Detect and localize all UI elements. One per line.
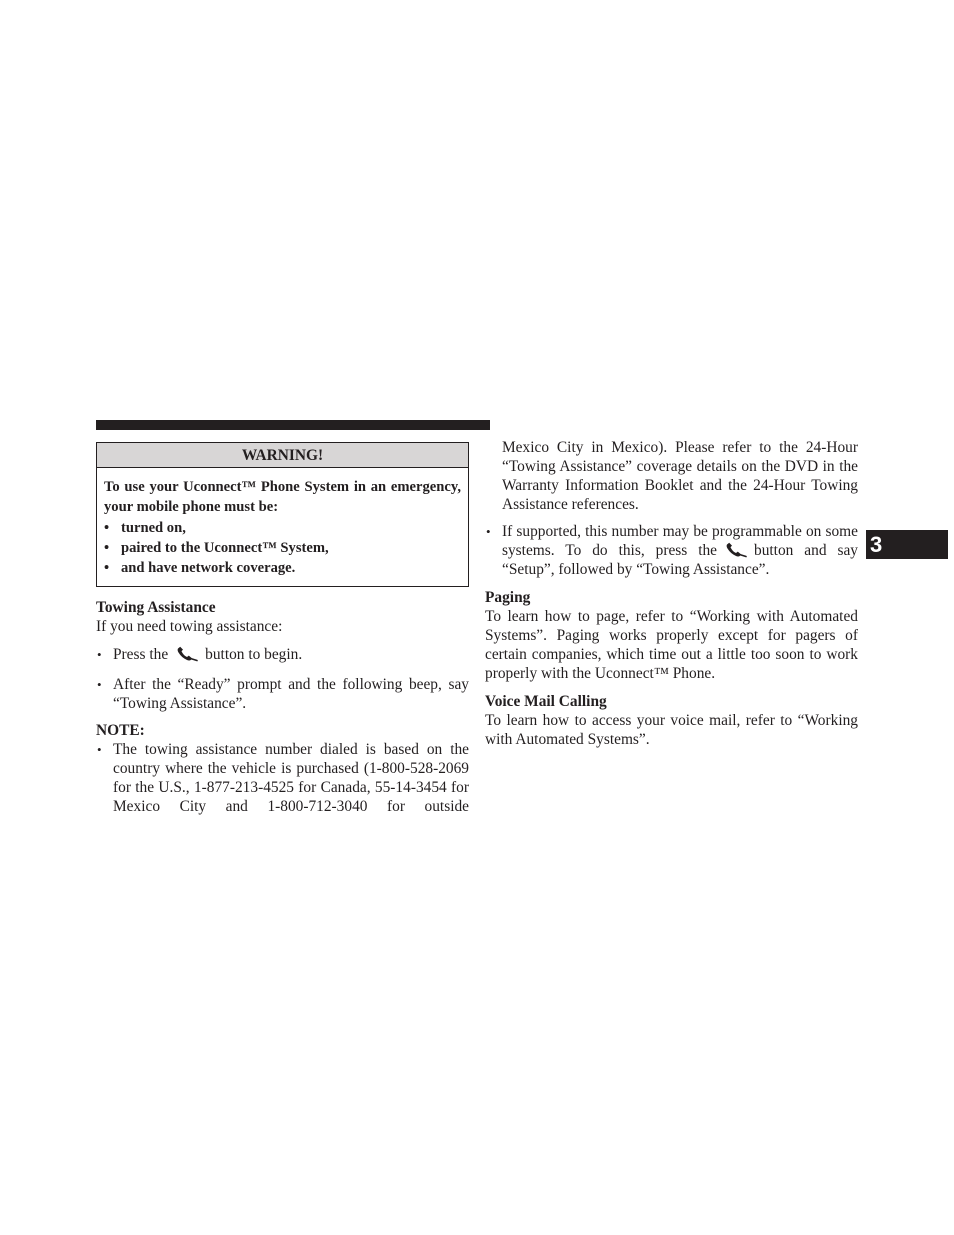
warning-item: • and have network coverage. <box>104 558 461 578</box>
voicemail-heading: Voice Mail Calling <box>485 693 607 710</box>
left-column <box>96 442 469 816</box>
right-column <box>485 438 858 749</box>
warning-body <box>97 468 468 586</box>
paging-body: To learn how to page, refer to “Working with Automated Systems”. Paging works properly except for pagers of certain companies, which time out a little too soon to work properly with the Uconnect™ Phone. <box>485 608 858 682</box>
warning-intro: To use your Uconnect™ Phone System in an emergency, your mobile phone must be: <box>104 479 461 515</box>
towing-steps <box>96 645 469 713</box>
section-top-rule <box>96 420 490 430</box>
section-tab <box>866 530 948 559</box>
step1-text-after: button to begin. <box>205 646 303 663</box>
warning-box <box>96 442 469 587</box>
note-item-1-continued: Mexico City in Mexico). Please refer to the 24-Hour “Towing Assistance” coverage details on the DVD in the Warranty Information Booklet and the 24-Hour Towing Assistance references. <box>502 439 858 513</box>
towing-step-2: • After the “Ready” prompt and the following beep, say “Towing Assistance”. <box>96 675 469 713</box>
warning-list <box>104 518 461 578</box>
towing-heading: Towing Assistance <box>96 599 216 616</box>
note-heading: NOTE: <box>96 722 145 739</box>
step1-text-before: Press the <box>113 646 169 663</box>
towing-step-1 <box>96 645 469 664</box>
warning-title: WARNING! <box>97 443 468 468</box>
phone-icon <box>176 646 198 662</box>
phone-icon <box>725 542 747 558</box>
note-item-2 <box>485 522 858 579</box>
note-list-continued <box>485 522 858 579</box>
note-item2-after: button and say “Setup”, followed by “Towing Assistance”. <box>502 542 858 578</box>
voicemail-body: To learn how to access your voice mail, refer to “Working with Automated Systems”. <box>485 712 858 748</box>
warning-item: • paired to the Uconnect™ System, <box>104 538 461 558</box>
warning-item: • turned on, <box>104 518 461 538</box>
section-tab-number: 3 <box>870 532 883 557</box>
paging-heading: Paging <box>485 589 531 606</box>
note-item-1: • The towing assistance number dialed is based on the country where the vehicle is purchased (1-800-528-2069 for the U.S., 1-877-213-4525 for Canada, 55-14-3454 for Mexico City and 1-800-712-3040 for outside <box>96 740 469 816</box>
note-item2-before: If supported, this number may be programmable on some systems. To do this, press the <box>502 523 858 559</box>
note-list <box>96 740 469 816</box>
towing-intro: If you need towing assistance: <box>96 618 283 635</box>
